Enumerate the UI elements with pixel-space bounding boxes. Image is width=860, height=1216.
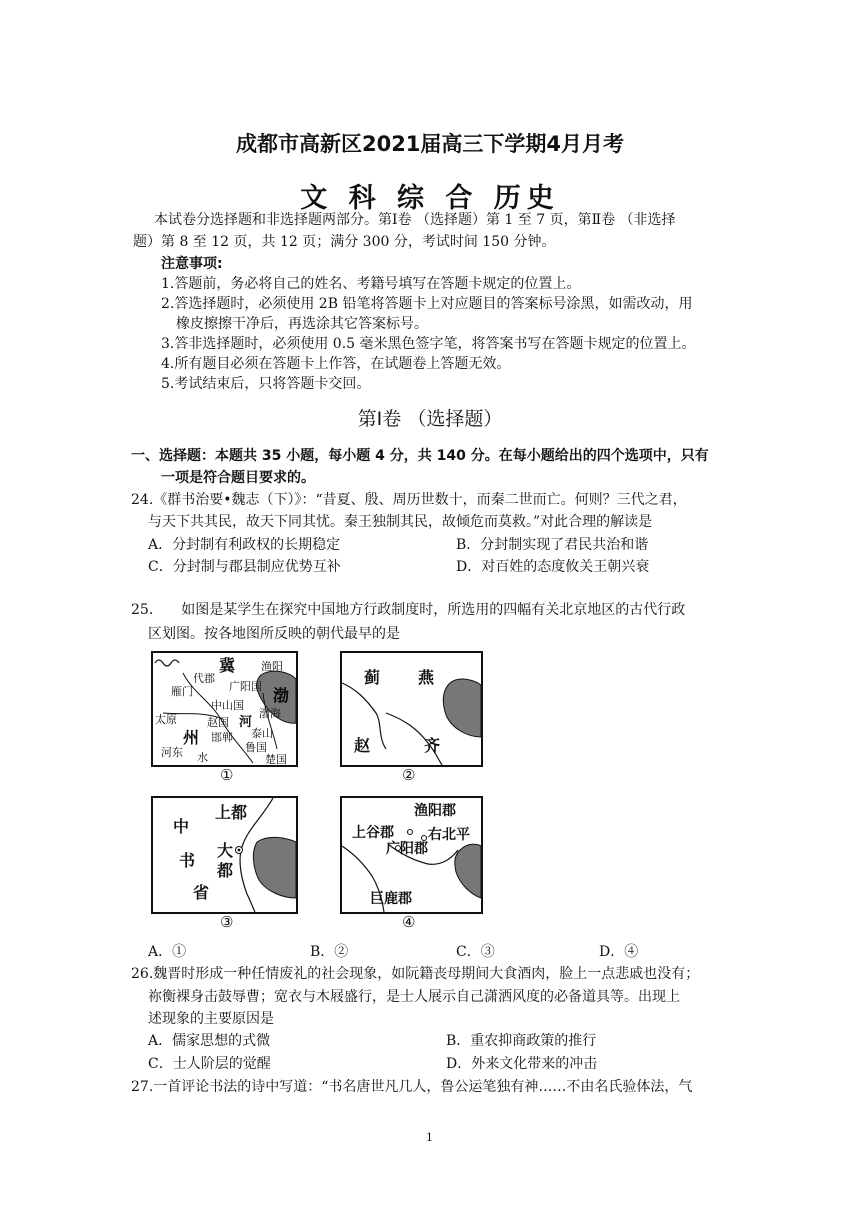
map-1-chu: 楚国	[265, 753, 287, 766]
note-4: 4.所有题目必须在答题卡上作答，在试题卷上答题无效。	[161, 356, 511, 372]
map-1-yuyang: 渔阳	[261, 660, 283, 673]
q26-option-c: C．士人阶层的觉醒	[148, 1056, 271, 1072]
map-1-guangyang: 广阳国	[229, 680, 262, 693]
map-1-bohai: 渤海	[259, 707, 281, 720]
map-4-julu: 巨鹿郡	[370, 891, 412, 907]
note-3: 3.答非选择题时，必须使用 0.5 毫米黑色签字笔，将答案书写在答题卡规定的位置上。	[161, 336, 696, 352]
q26-stem-2: 祢衡裸身击鼓辱曹；宽衣与木屐盛行，是士人展示自己潇洒风度的必备道具等。出现上	[148, 989, 680, 1005]
map-3-sheng: 省	[193, 883, 210, 902]
map-1-yanmen: 雁门	[171, 685, 193, 698]
map-3-zhong: 中	[173, 817, 190, 836]
map-3-du: 都	[217, 861, 234, 880]
map-2-zhao: 赵	[354, 736, 371, 755]
map-1-handan: 邯郸	[211, 731, 233, 744]
exam-title: 成都市高新区2021届高三下学期4月月考	[235, 132, 625, 156]
part1-line-2: 一项是符合题目要求的。	[161, 470, 315, 486]
q27-stem-1: 27.一首评论书法的诗中写道：“书名唐世凡几人，鲁公运笔独有神……不由名氏验体法，气	[131, 1079, 693, 1095]
q25-option-d: D．④	[599, 944, 639, 960]
part1-line-1: 一、选择题：本题共 35 小题，每小题 4 分，共 140 分。在每小题给出的四个选项中，只有	[131, 448, 709, 464]
map-2-caption: ②	[402, 766, 416, 784]
exam-subtitle: 文 科 综 合 历史	[300, 183, 560, 214]
intro-line-2: 题）第 8 至 12 页，共 12 页；满分 300 分，考试时间 150 分钟。	[133, 234, 556, 250]
q24-option-b: B．分封制实现了君民共治和谐	[456, 537, 649, 553]
map-1-zhou: 州	[183, 728, 200, 747]
map-1-taishan: 泰山	[251, 727, 273, 740]
q24-stem-2: 与天下共其民，故天下同其忧。秦王独制其民，故倾危而莫救。”对此合理的解读是	[148, 514, 653, 530]
map-1-zhao: 赵国	[207, 716, 229, 729]
q24-option-a: A．分封制有利政权的长期稳定	[148, 537, 341, 553]
q26-option-b: B．重农抑商政策的推行	[446, 1033, 597, 1049]
map-1-bo: 渤	[273, 686, 290, 705]
map-2-qi: 齐	[424, 736, 441, 755]
map-1-he: 河	[239, 715, 253, 730]
q26-stem-1: 26.魏晋时形成一种任情废礼的社会现象，如阮籍丧母期间大食酒肉，脸上一点悲戚也没有；	[131, 966, 700, 982]
map-4-guangyang: 广阳郡	[386, 841, 428, 857]
map-1-hedong: 河东	[161, 746, 183, 759]
q24-option-d: D．对百姓的态度攸关王朝兴衰	[456, 559, 650, 575]
map-2	[340, 651, 483, 767]
map-3-caption: ③	[220, 913, 234, 931]
q24-option-c: C．分封制与郡县制应优势互补	[148, 559, 341, 575]
map-4-yuyang: 渔阳郡	[414, 803, 456, 819]
q25-option-c: C．③	[456, 944, 495, 960]
section-title: 第Ⅰ卷 （选择题）	[357, 408, 503, 430]
q25-option-b: B．②	[310, 944, 349, 960]
map-3	[151, 796, 298, 914]
note-1: 1.答题前，务必将自己的姓名、考籍号填写在答题卡规定的位置上。	[161, 276, 581, 292]
q26-option-a: A．儒家思想的式微	[148, 1033, 271, 1049]
q26-option-d: D．外来文化带来的冲击	[446, 1056, 598, 1072]
map-2-yan: 燕	[418, 668, 435, 687]
map-3-shangdu: 上都	[215, 803, 248, 822]
map-3-da: 大	[217, 841, 234, 860]
q24-stem-1: 24.《群书治要•魏志（下）》：“昔夏、殷、周历世数十，而秦二世而亡。何则？三代之君，	[131, 492, 687, 508]
q25-option-a: A．①	[148, 944, 187, 960]
note-2a: 2.答选择题时，必须使用 2B 铅笔将答题卡上对应题目的答案标号涂黑，如需改动，用	[161, 296, 693, 312]
map-3-shu: 书	[179, 851, 196, 870]
map-4-shanggu: 上谷郡	[352, 825, 394, 841]
map-1-shui: 水	[197, 751, 208, 764]
q26-stem-3: 述现象的主要原因是	[148, 1011, 274, 1027]
map-1-taiyuan: 太原	[155, 713, 177, 726]
map-2-ji: 蓟	[364, 668, 381, 687]
intro-line-1: 本试卷分选择题和非选择题两部分。第Ⅰ卷 （选择题）第 1 至 7 页，第Ⅱ卷 （非选择	[154, 212, 676, 228]
page-number: 1	[426, 1131, 433, 1144]
map-1-caption: ①	[220, 766, 234, 784]
q25-stem-2: 区划图。按各地图所反映的朝代最早的是	[148, 626, 400, 642]
map-1-daijun: 代郡	[193, 672, 215, 685]
map-1	[151, 651, 298, 767]
map-4	[340, 796, 483, 914]
map-1-lu: 鲁国	[245, 741, 267, 754]
q25-stem-1: 25. 如图是某学生在探究中国地方行政制度时，所选用的四幅有关北京地区的古代行政	[131, 602, 686, 618]
note-2b: 橡皮擦擦干净后，再选涂其它答案标号。	[176, 316, 428, 332]
map-4-caption: ④	[402, 913, 416, 931]
map-1-zhongshan: 中山国	[211, 699, 244, 712]
map-1-ji: 冀	[219, 656, 236, 675]
notes-heading: 注意事项:	[161, 256, 223, 272]
note-5: 5.考试结束后，只将答题卡交回。	[161, 376, 371, 392]
map-4-youbeiping: 右北平	[428, 827, 470, 843]
